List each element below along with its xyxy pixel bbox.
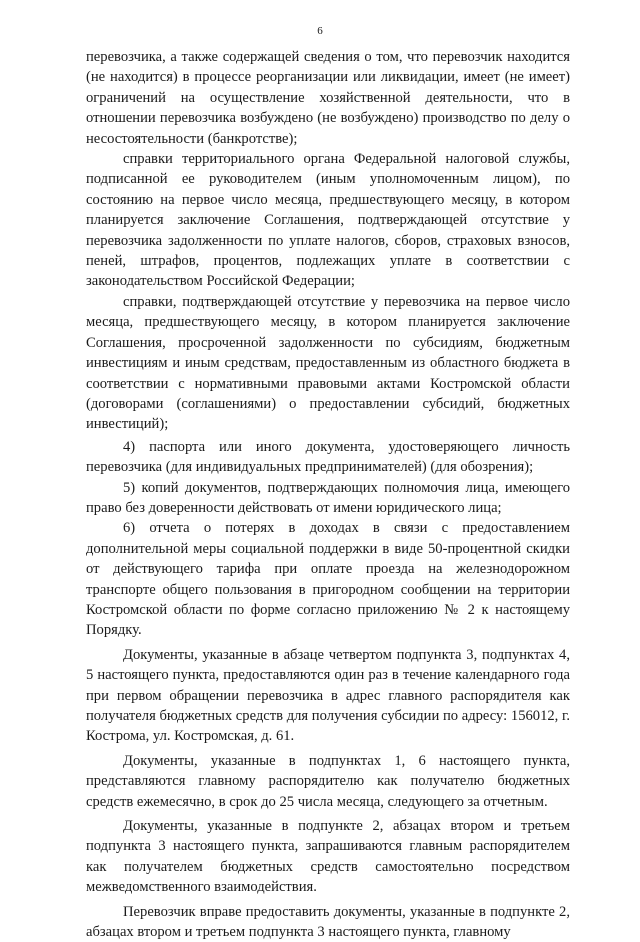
paragraph-documents-annual: Документы, указанные в абзаце четвертом подпункта 3, подпунктах 4, 5 настоящего пункта, предоставляются один раз в течение календарного года при первом обращении перевозчика в адрес главного распорядителя как получателя бюджетных средств для получения субсидии по адресу: 156012, г. Кострома, ул. Костромская, д. 61. — [86, 646, 570, 745]
paragraph-documents-monthly: Документы, указанные в подпунктах 1, 6 настоящего пункта, представляются главному распорядителю как получателю бюджетных средств ежемесячно, в срок до 25 числа месяца, следующего за отчетным. — [86, 752, 570, 810]
paragraph-tax-certificate: справки территориального органа Федеральной налоговой службы, подписанной ее руководителем (иным уполномоченным лицом), по состоянию на первое число месяца, предшествующего месяцу, в котором планируется заключение Соглашения, подтверждающей отсутствие у перевозчика задолженности по уплате налогов, сборов, страховых взносов, пеней, штрафов, процентов, подлежащих уплате в соответствии с законодательством Российской Федерации; — [86, 151, 570, 290]
paragraph-item-5: 5) копий документов, подтверждающих полномочия лица, имеющего право без доверенности действовать от имени юридического лица; — [86, 479, 570, 516]
paragraph-debt-certificate: справки, подтверждающей отсутствие у перевозчика на первое число месяца, предшествующего месяцу, в котором планируется заключение Соглашения, просроченной задолженности по субсидиям, бюджетным инвестициям и иным средствам, предоставленным из областного бюджета в соответствии с нормативными правовыми актами Костромской области (договорами (соглашениями) о предоставлении субсидий, бюджетных инвестиций); — [86, 293, 570, 433]
paragraph-carrier-right: Перевозчик вправе предоставить документы, указанные в подпункте 2, абзацах втором и третьем подпункта 3 настоящего пункта, главному — [86, 903, 570, 941]
paragraph-documents-interagency: Документы, указанные в подпункте 2, абзацах втором и третьем подпункта 3 настоящего пункта, запрашиваются главным распорядителем как получателем бюджетных средств самостоятельно посредством межведомственного взаимодействия. — [86, 818, 570, 896]
paragraph-carrier-status: перевозчика, а также содержащей сведения о том, что перевозчик находится (не находится) в процессе реорганизации или ликвидации, имеет (не имеет) ограничений на осуществление хозяйственной деятельности, что в отношении перевозчика возбуждено (не возбуждено) производство по делу о несостоятельности (банкротстве); — [86, 49, 570, 147]
paragraph-item-6: 6) отчета о потерях в доходах в связи с предоставлением дополнительной меры социальной поддержки в виде 50-процентной скидки от действующего тарифа при оплате проезда на железнодорожном транспорте общего пользования в пригородном сообщении на территории Костромской области по форме согласно приложению № 2 к настоящему Порядку. — [86, 520, 570, 639]
document-body — [86, 47, 570, 942]
paragraph-item-4: 4) паспорта или иного документа, удостоверяющего личность перевозчика (для индивидуальных предпринимателей) (для обозрения); — [86, 438, 570, 476]
page-number: 6 — [317, 25, 323, 37]
